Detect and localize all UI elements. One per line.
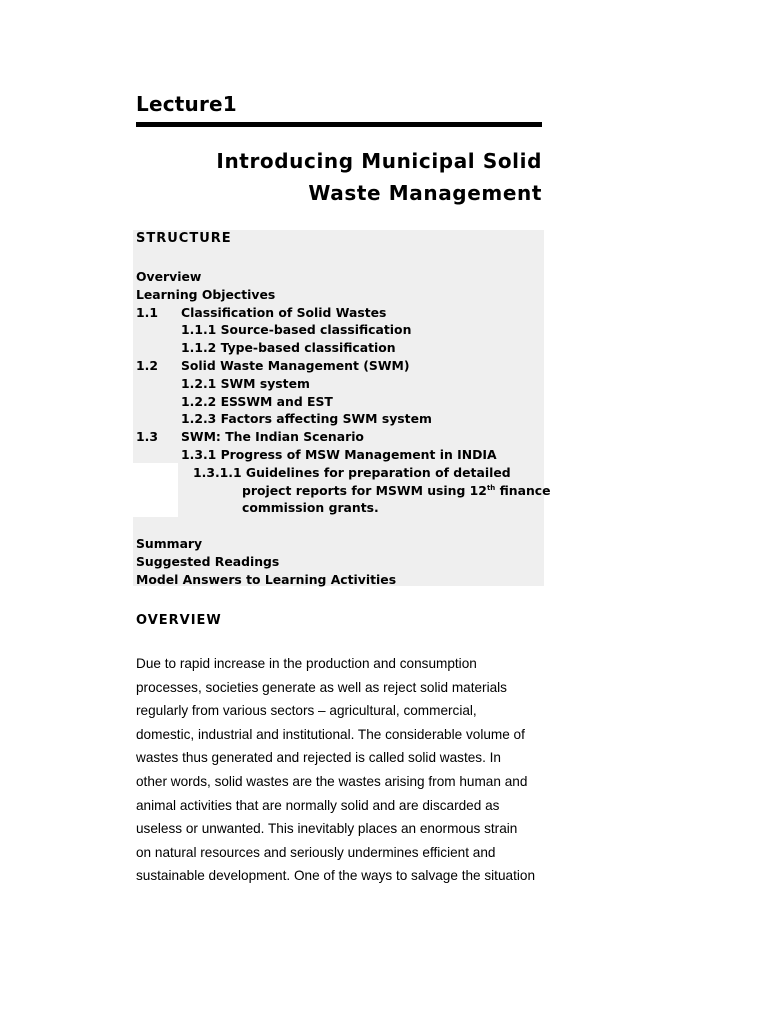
toc-item-1-3-1: 1.3.1 Progress of MSW Management in INDIA bbox=[181, 446, 497, 462]
paragraph-line: processes, societies generate as well as reject solid materials bbox=[136, 679, 507, 695]
paragraph-line: Due to rapid increase in the production and consumption bbox=[136, 656, 477, 671]
toc-item-1-1-2: 1.1.2 Type-based classification bbox=[181, 340, 396, 356]
paragraph-line: regularly from various sectors – agricultural, commercial, bbox=[136, 703, 477, 719]
toc-item-summary: Summary bbox=[136, 535, 203, 551]
toc-number: 1.2 bbox=[136, 357, 158, 373]
paragraph-line: useless or unwanted. This inevitably places an enormous strain bbox=[136, 821, 518, 837]
toc-item-readings: Suggested Readings bbox=[136, 553, 280, 569]
overview-paragraph bbox=[136, 652, 546, 888]
toc-item-objectives: Learning Objectives bbox=[136, 286, 276, 302]
toc-item-overview: Overview bbox=[136, 269, 202, 284]
paragraph-line: sustainable development. One of the ways to salvage the situation bbox=[136, 868, 535, 884]
paragraph-line: on natural resources and seriously undermines efficient and bbox=[136, 844, 496, 860]
toc-number: 1.1 bbox=[136, 304, 158, 320]
toc-item-1-1 bbox=[136, 304, 546, 322]
title-line-2: Waste Management bbox=[308, 181, 542, 205]
paragraph-line: domestic, industrial and institutional. The considerable volume of bbox=[136, 726, 525, 742]
lecture-number: Lecture1 bbox=[136, 92, 237, 116]
paragraph-line: animal activities that are normally solid and are discarded as bbox=[136, 797, 500, 813]
toc-number: 1.3 bbox=[136, 429, 158, 445]
title-line-1: Introducing Municipal Solid bbox=[216, 149, 542, 173]
toc-item-1-2-3: 1.2.3 Factors affecting SWM system bbox=[181, 411, 432, 427]
structure-heading: STRUCTURE bbox=[136, 231, 232, 246]
toc-item-answers: Model Answers to Learning Activities bbox=[136, 571, 397, 587]
lecture-title bbox=[136, 145, 542, 209]
paragraph-line: wastes thus generated and rejected is called solid wastes. In bbox=[136, 750, 501, 766]
heading-rule bbox=[136, 122, 542, 127]
toc-label: SWM: The Indian Scenario bbox=[181, 429, 364, 445]
toc-item-1-3-1-1: 1.3.1.1 Guidelines for preparation of detailed bbox=[193, 464, 511, 480]
toc-item-1-2-2: 1.2.2 ESSWM and EST bbox=[181, 393, 333, 409]
toc-item-1-2 bbox=[136, 357, 546, 375]
toc-item-1-3-1-1-cont: project reports for MSWM using 12th finance bbox=[242, 482, 551, 498]
toc-item-1-2-1: 1.2.1 SWM system bbox=[181, 375, 310, 391]
toc-item-1-1-1: 1.1.1 Source-based classification bbox=[181, 322, 412, 338]
overview-heading: OVERVIEW bbox=[136, 613, 222, 628]
toc-label: Classification of Solid Wastes bbox=[181, 304, 387, 320]
toc-label: Solid Waste Management (SWM) bbox=[181, 357, 410, 373]
paragraph-line: other words, solid wastes are the wastes arising from human and bbox=[136, 773, 528, 789]
toc-item-1-3-1-1-cont2: commission grants. bbox=[242, 500, 379, 516]
table-of-contents bbox=[136, 268, 551, 588]
toc-item-1-3 bbox=[136, 428, 546, 446]
